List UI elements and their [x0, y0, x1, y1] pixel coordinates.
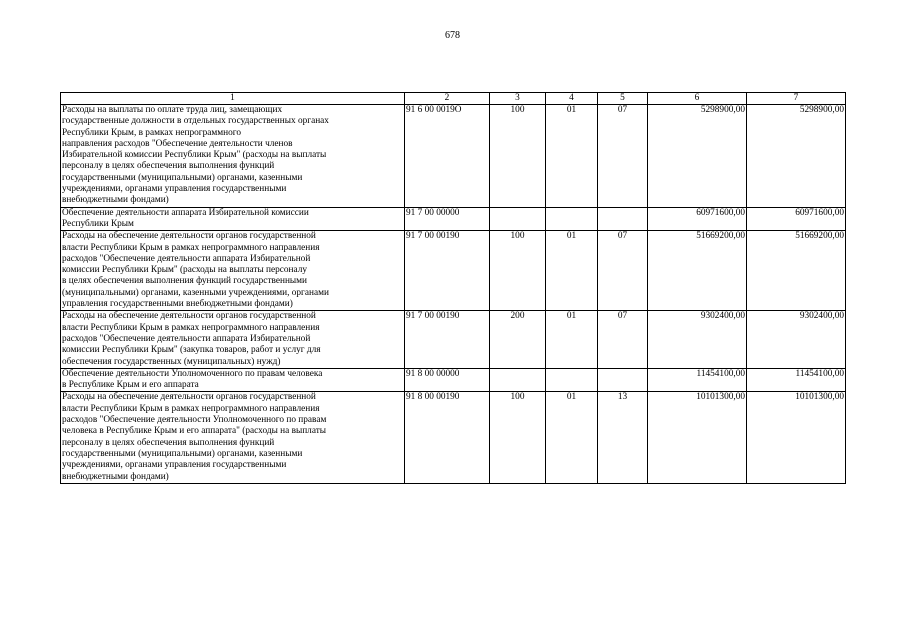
- row-col-4: 01: [546, 231, 598, 311]
- row-col-4: 01: [546, 105, 598, 208]
- row-name: Расходы на выплаты по оплате труда лиц, замещающих государственные должности в отдельных государственных органах Республики Крым, в рамках непрограммного направления расходов "Обеспечение деятельности членов Избирательной комиссии Республики Крым" (расходы на выплаты персоналу в целях обеспечения выполнения функций государственными (муниципальными) органами, казенными учреждениями, органами управления государственными внебюджетными фондами): [61, 105, 405, 208]
- row-amount-7: 9302400,00: [747, 311, 846, 368]
- row-name: Обеспечение деятельности аппарата Избирательной комиссии Республики Крым: [61, 207, 405, 231]
- row-amount-6: 60971600,00: [648, 207, 747, 231]
- row-col-4: 01: [546, 311, 598, 368]
- row-col-3: [490, 207, 546, 231]
- row-col-4: [546, 207, 598, 231]
- header-col-1: 1: [61, 93, 405, 105]
- row-col-3: 100: [490, 105, 546, 208]
- header-col-5: 5: [598, 93, 648, 105]
- table-row: [61, 368, 846, 392]
- row-name: Обеспечение деятельности Уполномоченного по правам человека в Республике Крым и его аппарата: [61, 368, 405, 392]
- row-amount-7: 11454100,00: [747, 368, 846, 392]
- row-col-4: 01: [546, 392, 598, 483]
- table-header: [61, 93, 846, 105]
- header-col-6: 6: [648, 93, 747, 105]
- row-col-3: 200: [490, 311, 546, 368]
- row-code: 91 7 00 00000: [405, 207, 490, 231]
- row-amount-6: 51669200,00: [648, 231, 747, 311]
- table-row: [61, 392, 846, 483]
- row-amount-6: 9302400,00: [648, 311, 747, 368]
- row-col-5: 07: [598, 105, 648, 208]
- row-amount-6: 10101300,00: [648, 392, 747, 483]
- row-col-5: 13: [598, 392, 648, 483]
- row-col-3: 100: [490, 392, 546, 483]
- row-amount-7: 51669200,00: [747, 231, 846, 311]
- header-col-4: 4: [546, 93, 598, 105]
- table-row: [61, 105, 846, 208]
- row-code: 91 8 00 00000: [405, 368, 490, 392]
- row-amount-7: 5298900,00: [747, 105, 846, 208]
- row-name: Расходы на обеспечение деятельности органов государственной власти Республики Крым в рамках непрограммного направления расходов "Обеспечение деятельности аппарата Избирательной комиссии Республики Крым" (расходы на выплаты персоналу в целях обеспечения выполнения функций государственными (муниципальными) органами, казенными учреждениями, органами управления государственными внебюджетными фондами): [61, 231, 405, 311]
- row-amount-7: 60971600,00: [747, 207, 846, 231]
- row-col-3: [490, 368, 546, 392]
- page-number: 678: [445, 30, 460, 41]
- row-col-5: 07: [598, 311, 648, 368]
- budget-table: [60, 92, 846, 484]
- table-row: [61, 311, 846, 368]
- row-code: 91 8 00 00190: [405, 392, 490, 483]
- row-amount-7: 10101300,00: [747, 392, 846, 483]
- row-amount-6: 5298900,00: [648, 105, 747, 208]
- row-col-5: [598, 207, 648, 231]
- row-col-5: [598, 368, 648, 392]
- row-name: Расходы на обеспечение деятельности органов государственной власти Республики Крым в рамках непрограммного направления расходов "Обеспечение деятельности аппарата Избирательной комиссии Республики Крым" (закупка товаров, работ и услуг для обеспечения государственных (муниципальных) нужд): [61, 311, 405, 368]
- header-col-2: 2: [405, 93, 490, 105]
- header-col-7: 7: [747, 93, 846, 105]
- row-amount-6: 11454100,00: [648, 368, 747, 392]
- row-code: 91 7 00 00190: [405, 311, 490, 368]
- row-name: Расходы на обеспечение деятельности органов государственной власти Республики Крым в рамках непрограммного направления расходов "Обеспечение деятельности Уполномоченного по правам человека в Республике Крым и его аппарата" (расходы на выплаты персоналу в целях обеспечения выполнения функций государственными (муниципальными) органами, казенными учреждениями, органами управления государственными внебюджетными фондами): [61, 392, 405, 483]
- row-code: 91 6 00 0019О: [405, 105, 490, 208]
- row-col-5: 07: [598, 231, 648, 311]
- row-col-4: [546, 368, 598, 392]
- table-row: [61, 207, 846, 231]
- header-col-3: 3: [490, 93, 546, 105]
- table-row: [61, 231, 846, 311]
- row-code: 91 7 00 00190: [405, 231, 490, 311]
- row-col-3: 100: [490, 231, 546, 311]
- header-row: [61, 93, 846, 105]
- table-body: [61, 105, 846, 484]
